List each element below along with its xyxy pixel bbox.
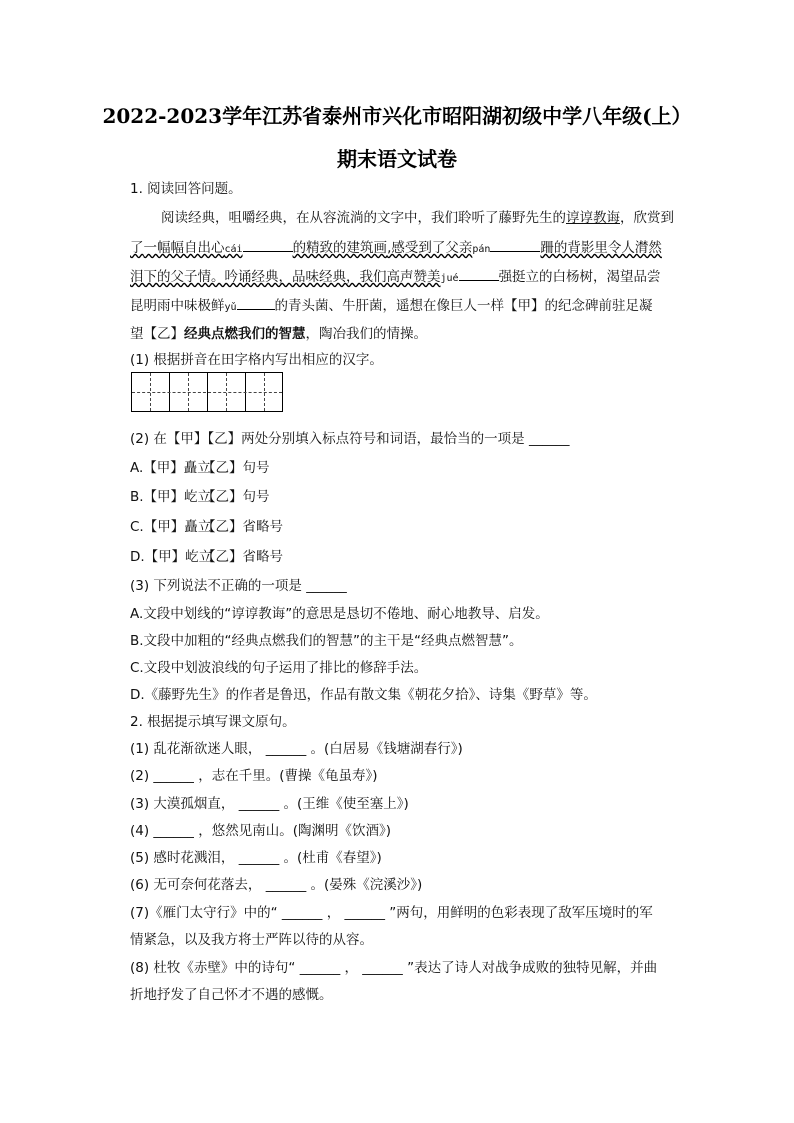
pinyin-blank-4[interactable] xyxy=(237,296,275,310)
sub3-option-d[interactable]: D.《藤野先生》的作者是鲁迅，作品有散文集《朝花夕拾》、诗集《野草》等。 xyxy=(130,687,597,703)
poem-item-8[interactable]: (8) 杜牧《赤壁》中的诗句“ ______ ， ______ ”表达了诗人对战争成败的独特见解，并曲 xyxy=(130,960,658,976)
exam-subtitle: 期末语文试卷 xyxy=(337,147,457,171)
passage-line-3: 泪下的父子情。吟诵经典，品味经典，我们高声赞美jué 强挺立的白杨树，渴望品尝 xyxy=(130,269,661,285)
sub-question-2: (2) 在【甲】【乙】两处分别填入标点符号和词语，最恰当的一项是 ______ xyxy=(130,431,570,447)
poem-item-4[interactable]: (4) ______ ，悠然见南山。(陶渊明《饮酒》) xyxy=(130,823,391,839)
sub3-option-b[interactable]: B.文段中加粗的“经典点燃我们的智慧”的主干是“经典点燃智慧”。 xyxy=(130,633,523,649)
passage-line-2: 了一幅幅自出心cái 的精致的建筑画,感受到了父亲pán 跚的背影里令人潸然 xyxy=(130,240,662,256)
sub2-option-c[interactable]: C.【甲】矗立【乙】省略号 xyxy=(130,519,283,535)
sub-question-1: (1) 根据拼音在田字格内写出相应的汉字。 xyxy=(130,352,383,368)
sub2-option-a[interactable]: A.【甲】矗立【乙】句号 xyxy=(130,460,270,476)
pinyin-blank-3[interactable] xyxy=(459,267,499,281)
sub2-option-b[interactable]: B.【甲】屹立【乙】句号 xyxy=(130,489,270,505)
poem-item-1[interactable]: (1) 乱花渐欲迷人眼， ______ 。(白居易《钱塘湖春行》) xyxy=(130,741,463,757)
passage-line-5: 望【乙】经典点燃我们的智慧，陶冶我们的情操。 xyxy=(130,326,427,342)
exam-title: 2022-2023学年江苏省泰州市兴化市昭阳湖初级中学八年级(上） xyxy=(102,104,692,128)
pinyin-blank-2[interactable] xyxy=(490,238,540,252)
poem-item-6[interactable]: (6) 无可奈何花落去， ______ 。(晏殊《浣溪沙》) xyxy=(130,877,423,893)
sub3-option-c[interactable]: C.文段中划波浪线的句子运用了排比的修辞手法。 xyxy=(130,660,428,676)
pinyin-jue: jué xyxy=(440,273,459,284)
poem-item-7[interactable]: (7)《雁门太守行》中的“ ______ ， ______ ”两句，用鲜明的色彩表现了敌军压境时的军 xyxy=(130,905,653,921)
poem-item-5[interactable]: (5) 感时花溅泪， ______ 。(杜甫《春望》) xyxy=(130,850,382,866)
pinyin-pan: pán xyxy=(472,244,491,255)
poem-item-2[interactable]: (2) ______ ，志在千里。(曹操《龟虽寿》) xyxy=(130,768,378,784)
pinyin-yu: yǔ xyxy=(224,302,237,313)
bold-phrase: 经典点燃我们的智慧 xyxy=(184,326,306,342)
poem-item-8-cont: 折地抒发了自己怀才不遇的感慨。 xyxy=(130,987,333,1003)
tianzige-grid[interactable] xyxy=(131,372,283,412)
passage-line-1: 阅读经典，咀嚼经典，在从容流淌的文字中，我们聆听了藤野先生的谆谆教诲，欣赏到 xyxy=(161,210,674,226)
sub3-option-a[interactable]: A.文段中划线的“谆谆教诲”的意思是恳切不倦地、耐心地教导、启发。 xyxy=(130,606,549,622)
pinyin-cai: cái xyxy=(224,244,243,255)
question-1-heading: 1. 阅读回答问题。 xyxy=(130,181,242,197)
poem-item-3[interactable]: (3) 大漠孤烟直， ______ 。(王维《使至塞上》) xyxy=(130,796,409,812)
underlined-phrase: 谆谆教诲 xyxy=(566,210,620,226)
wavy-phrase: 了一幅幅自出心cái 的精致的建筑画 xyxy=(130,240,388,256)
sub2-option-d[interactable]: D.【甲】屹立【乙】省略号 xyxy=(130,549,283,565)
passage-line-4: 昆明雨中味极鲜yǔ 的青头菌、牛肝菌，遥想在像巨人一样【甲】的纪念碑前驻足凝 xyxy=(130,298,653,314)
question-2-heading: 2. 根据提示填写课文原句。 xyxy=(130,714,296,730)
sub-question-3: (3) 下列说法不正确的一项是 ______ xyxy=(130,578,347,594)
poem-item-7-cont: 情紧急，以及我方将士严阵以待的从容。 xyxy=(130,932,373,948)
pinyin-blank-1[interactable] xyxy=(243,238,293,252)
